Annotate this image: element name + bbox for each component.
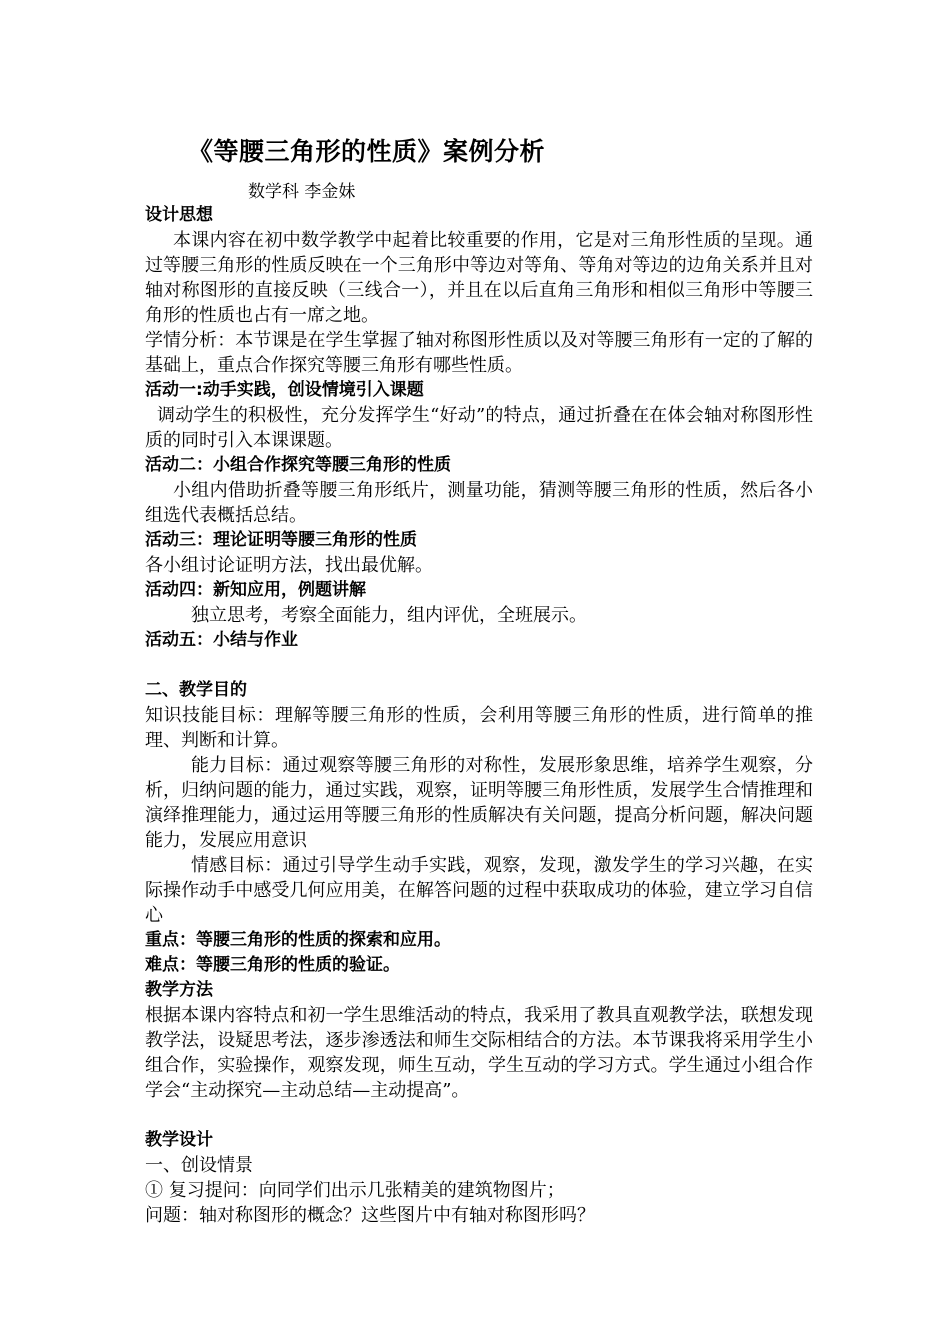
- method-heading: 教学方法: [145, 980, 213, 1000]
- design-paragraph: 本课内容在初中数学教学中起着比较重要的作用，它是对三角形性质的呈现。通过等腰三角形的性质反映在一个三角形中等边对等角、等角对等边的边角关系并且对轴对称图形的直接反映（三线合一），并且在以后直角三角形和相似三角形中等腰三角形的性质也占有一席之地。: [145, 230, 813, 326]
- activity-5-heading: 活动五：小结与作业: [145, 630, 298, 650]
- goal-knowledge: 知识技能目标：理解等腰三角形的性质，会利用等腰三角形的性质，进行简单的推理、判断和计算。: [145, 705, 813, 751]
- difficult-point: 难点：等腰三角形的性质的验证。: [145, 955, 400, 975]
- step-1-item-1: ① 复习提问：向同学们出示几张精美的建筑物图片；: [145, 1180, 565, 1201]
- activity-1-text: 调动学生的积极性，充分发挥学生“好动”的特点，通过折叠在在体会轴对称图形性质的同时引入本课课题。: [145, 405, 813, 451]
- activity-2-text: 小组内借助折叠等腰三角形纸片，测量功能，猜测等腰三角形的性质，然后各小组选代表概括总结。: [145, 480, 813, 526]
- activity-2-heading: 活动二：小组合作探究等腰三角形的性质: [145, 455, 451, 475]
- activity-4-heading: 活动四：新知应用，例题讲解: [145, 580, 366, 600]
- goals-heading: 二、教学目的: [145, 680, 247, 700]
- design-heading: 设计思想: [145, 205, 213, 225]
- document-body: [145, 203, 813, 1228]
- key-point: 重点：等腰三角形的性质的探索和应用。: [145, 930, 451, 950]
- activity-3-heading: 活动三：理论证明等腰三角形的性质: [145, 530, 417, 550]
- goal-emotion: 情感目标：通过引导学生动手实践，观察，发现，激发学生的学习兴趣，在实际操作动手中感受几何应用美，在解答问题的过程中获取成功的体验，建立学习自信心: [145, 855, 813, 926]
- method-text: 根据本课内容特点和初一学生思维活动的特点，我采用了教具直观教学法，联想发现教学法，设疑思考法，逐步渗透法和师生交际相结合的方法。本节课我将采用学生小组合作，实验操作，观察发现，师生互动，学生互动的学习方式。学生通过小组合作学会“主动探究—主动总结—主动提高”。: [145, 1005, 813, 1101]
- student-analysis-paragraph: 学情分析：本节课是在学生掌握了轴对称图形性质以及对等腰三角形有一定的了解的基础上，重点合作探究等腰三角形有哪些性质。: [145, 330, 813, 376]
- document-title: 《等腰三角形的性质》案例分析: [188, 137, 546, 166]
- activity-1-heading: 活动一:动手实践，创设情境引入课题: [145, 380, 424, 400]
- goal-ability: 能力目标：通过观察等腰三角形的对称性，发展形象思维，培养学生观察，分析，归纳问题的能力，通过实践，观察，证明等腰三角形性质，发展学生合情推理和演绎推理能力，通过运用等腰三角形的性质解决有关问题，提高分析问题，解决问题能力，发展应用意识: [145, 755, 813, 851]
- author-line: 数学科 李金妹: [248, 182, 356, 202]
- teaching-design-heading: 教学设计: [145, 1130, 213, 1150]
- step-1-question: 问题：轴对称图形的概念？这些图片中有轴对称图形吗？: [145, 1205, 595, 1226]
- activity-4-text: 独立思考，考察全面能力，组内评优，全班展示。: [191, 605, 587, 626]
- activity-3-text: 各小组讨论证明方法，找出最优解。: [145, 555, 433, 576]
- step-1-title: 一、创设情景: [145, 1155, 253, 1176]
